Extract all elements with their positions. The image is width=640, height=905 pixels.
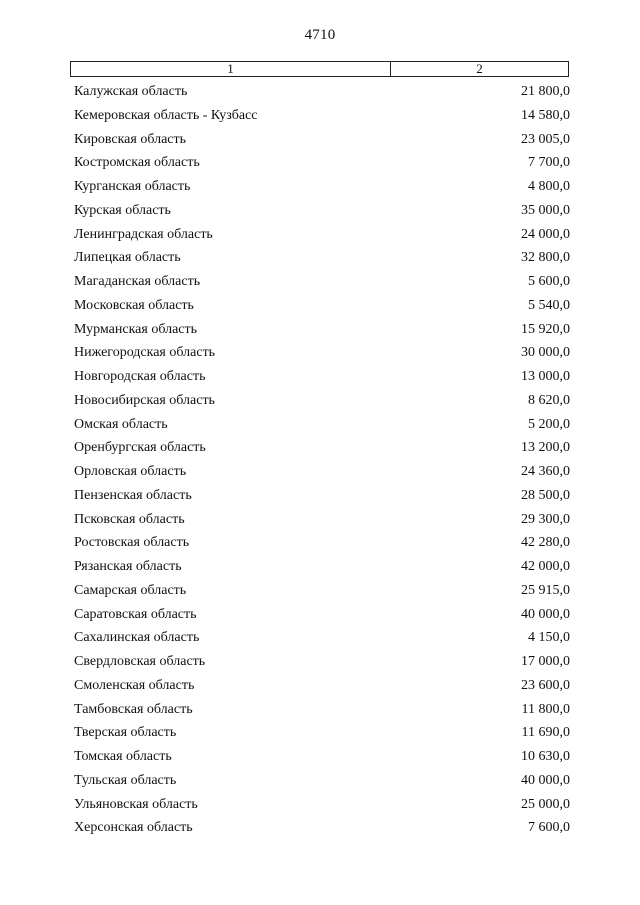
amount-value: 7 600,0 xyxy=(528,820,570,836)
table-row xyxy=(74,652,570,676)
region-name: Кировская область xyxy=(74,131,187,147)
page-number: 4710 xyxy=(304,27,336,43)
table-row xyxy=(74,581,570,605)
table-row xyxy=(74,201,570,225)
region-name: Липецкая область xyxy=(74,250,181,266)
table-row xyxy=(74,415,570,439)
region-name: Свердловская область xyxy=(74,654,206,669)
amount-value: 11 800,0 xyxy=(521,701,570,717)
table-row xyxy=(74,510,570,534)
region-name: Ростовская область xyxy=(74,535,190,551)
amount-value: 30 000,0 xyxy=(521,345,570,361)
amount-value: 10 630,0 xyxy=(521,749,570,764)
amount-value: 7 700,0 xyxy=(528,155,570,171)
region-name: Рязанская область xyxy=(74,559,182,574)
table-row xyxy=(74,818,570,842)
table-row xyxy=(74,272,570,296)
region-name: Томская область xyxy=(74,749,172,764)
table-row xyxy=(74,771,570,795)
amount-value: 25 000,0 xyxy=(521,796,570,812)
amount-value: 40 000,0 xyxy=(521,772,570,788)
amount-value: 8 620,0 xyxy=(528,392,570,408)
region-name: Ленинградская область xyxy=(74,226,213,242)
region-name: Тверская область xyxy=(74,725,177,741)
table-row xyxy=(74,723,570,747)
table-row xyxy=(74,700,570,724)
table-row xyxy=(74,486,570,510)
amount-value: 15 920,0 xyxy=(521,321,570,337)
table-row xyxy=(74,533,570,557)
table-column-header xyxy=(70,61,569,77)
region-name: Курская область xyxy=(74,202,171,218)
amount-value: 5 600,0 xyxy=(528,274,570,289)
table-row xyxy=(74,320,570,344)
region-name: Оренбургская область xyxy=(74,440,206,456)
amount-value: 24 000,0 xyxy=(521,226,570,242)
table-row xyxy=(74,676,570,700)
amount-value: 25 915,0 xyxy=(521,582,570,598)
column-1-header: 1 xyxy=(71,62,391,76)
amount-value: 42 000,0 xyxy=(521,559,570,574)
amount-value: 28 500,0 xyxy=(521,487,570,503)
amount-value: 17 000,0 xyxy=(521,654,570,669)
region-name: Кемеровская область - Кузбасс xyxy=(74,107,258,123)
amount-value: 13 000,0 xyxy=(521,369,570,384)
amount-value: 24 360,0 xyxy=(521,464,570,479)
table-row xyxy=(74,462,570,486)
table-row xyxy=(74,296,570,320)
region-name: Самарская область xyxy=(74,582,187,598)
amount-value: 13 200,0 xyxy=(521,440,570,456)
region-name: Курганская область xyxy=(74,179,191,194)
table-row xyxy=(74,130,570,154)
region-name: Московская область xyxy=(74,297,194,313)
region-name: Омская область xyxy=(74,416,168,432)
table-row xyxy=(74,747,570,771)
amount-value: 21 800,0 xyxy=(521,84,570,99)
region-name: Пензенская область xyxy=(74,487,192,503)
amount-value: 11 690,0 xyxy=(521,725,570,741)
region-name: Орловская область xyxy=(74,464,187,479)
region-name: Херсонская область xyxy=(74,820,193,836)
region-name: Новгородская область xyxy=(74,369,206,384)
region-name: Саратовская область xyxy=(74,606,197,622)
amount-value: 29 300,0 xyxy=(521,511,570,527)
region-name: Костромская область xyxy=(74,155,200,171)
amount-value: 4 150,0 xyxy=(528,630,570,646)
amount-value: 4 800,0 xyxy=(528,179,570,194)
amount-value: 40 000,0 xyxy=(521,606,570,622)
amount-value: 23 005,0 xyxy=(521,131,570,147)
region-name: Калужская область xyxy=(74,84,188,99)
amount-value: 42 280,0 xyxy=(521,535,570,551)
region-name: Мурманская область xyxy=(74,321,198,337)
region-name: Тамбовская область xyxy=(74,701,193,717)
region-name: Псковская область xyxy=(74,511,185,527)
table-row xyxy=(74,391,570,415)
table-row xyxy=(74,557,570,581)
region-name: Смоленская область xyxy=(74,677,195,693)
amount-value: 5 200,0 xyxy=(528,416,570,432)
region-name: Сахалинская область xyxy=(74,630,200,646)
region-name: Магаданская область xyxy=(74,274,201,289)
amount-value: 35 000,0 xyxy=(521,202,570,218)
table-row xyxy=(74,177,570,201)
region-name: Тульская область xyxy=(74,772,177,788)
region-name: Нижегородская область xyxy=(74,345,216,361)
region-name: Новосибирская область xyxy=(74,392,215,408)
table-row xyxy=(74,106,570,130)
amount-value: 5 540,0 xyxy=(528,297,570,313)
table-body xyxy=(74,82,570,842)
amount-value: 32 800,0 xyxy=(521,250,570,266)
table-row xyxy=(74,248,570,272)
table-row xyxy=(74,343,570,367)
table-row xyxy=(74,795,570,819)
table-row xyxy=(74,438,570,462)
table-row xyxy=(74,225,570,249)
region-name: Ульяновская область xyxy=(74,796,198,812)
table-row xyxy=(74,605,570,629)
table-row xyxy=(74,628,570,652)
column-2-header: 2 xyxy=(476,61,483,76)
table-row xyxy=(74,367,570,391)
amount-value: 23 600,0 xyxy=(521,677,570,693)
table-row xyxy=(74,153,570,177)
amount-value: 14 580,0 xyxy=(521,107,570,123)
table-row xyxy=(74,82,570,106)
